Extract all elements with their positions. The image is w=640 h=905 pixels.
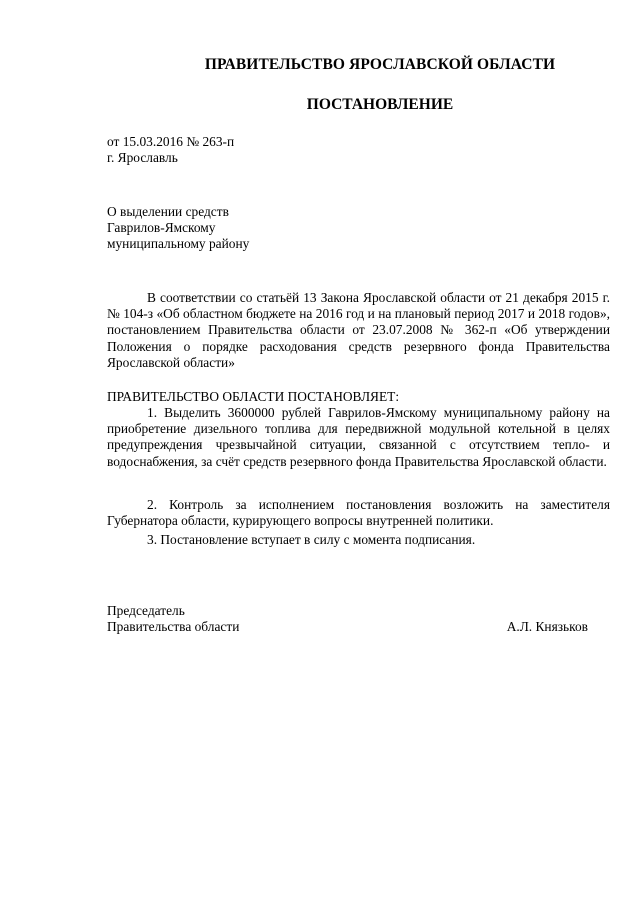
signature-name: А.Л. Князьков — [506, 619, 588, 634]
subject-line-2: Гаврилов-Ямскому — [107, 220, 216, 235]
signature-title-line-2: Правительства области — [107, 619, 240, 634]
document-type-title: ПОСТАНОВЛЕНИЕ — [306, 96, 454, 113]
signature-title-line-1: Председатель — [107, 603, 185, 618]
subject-line-1: О выделении средств — [107, 204, 229, 219]
date-number: от 15.03.2016 № 263-п — [107, 134, 235, 149]
subject-line-3: муниципальному району — [107, 236, 250, 251]
resolves-heading: ПРАВИТЕЛЬСТВО ОБЛАСТИ ПОСТАНОВЛЯЕТ: — [107, 389, 400, 404]
item-2-paragraph: 2. Контроль за исполнением постановления возложить на заместителя Губернатора области, курирующего вопросы внутренней политики. — [107, 497, 610, 529]
organization-title: ПРАВИТЕЛЬСТВО ЯРОСЛАВСКОЙ ОБЛАСТИ — [204, 56, 556, 73]
item-3-paragraph: 3. Постановление вступает в силу с момента подписания. — [147, 532, 476, 547]
item-1-paragraph: 1. Выделить 3600000 рублей Гаврилов-Ямскому муниципальному району на приобретение дизельного топлива для передвижной модульной котельной в целях предупреждения чрезвычайной ситуации, связанной с отсутствием тепло- и водоснабжения, за счёт средств резервного фонда Правительства Ярославской области. — [107, 405, 610, 469]
city: г. Ярославль — [107, 150, 178, 165]
preamble-paragraph: В соответствии со статьёй 13 Закона Ярославской области от 21 декабря 2015 г. № 104-з «Об областном бюджете на 2016 год и на плановый период 2017 и 2018 годов», постановлением Правительства области от 23.07.2008 № 362-п «Об утверждении Положения о порядке расходования средств резервного фонда Правительства Ярославской области» — [107, 290, 610, 370]
